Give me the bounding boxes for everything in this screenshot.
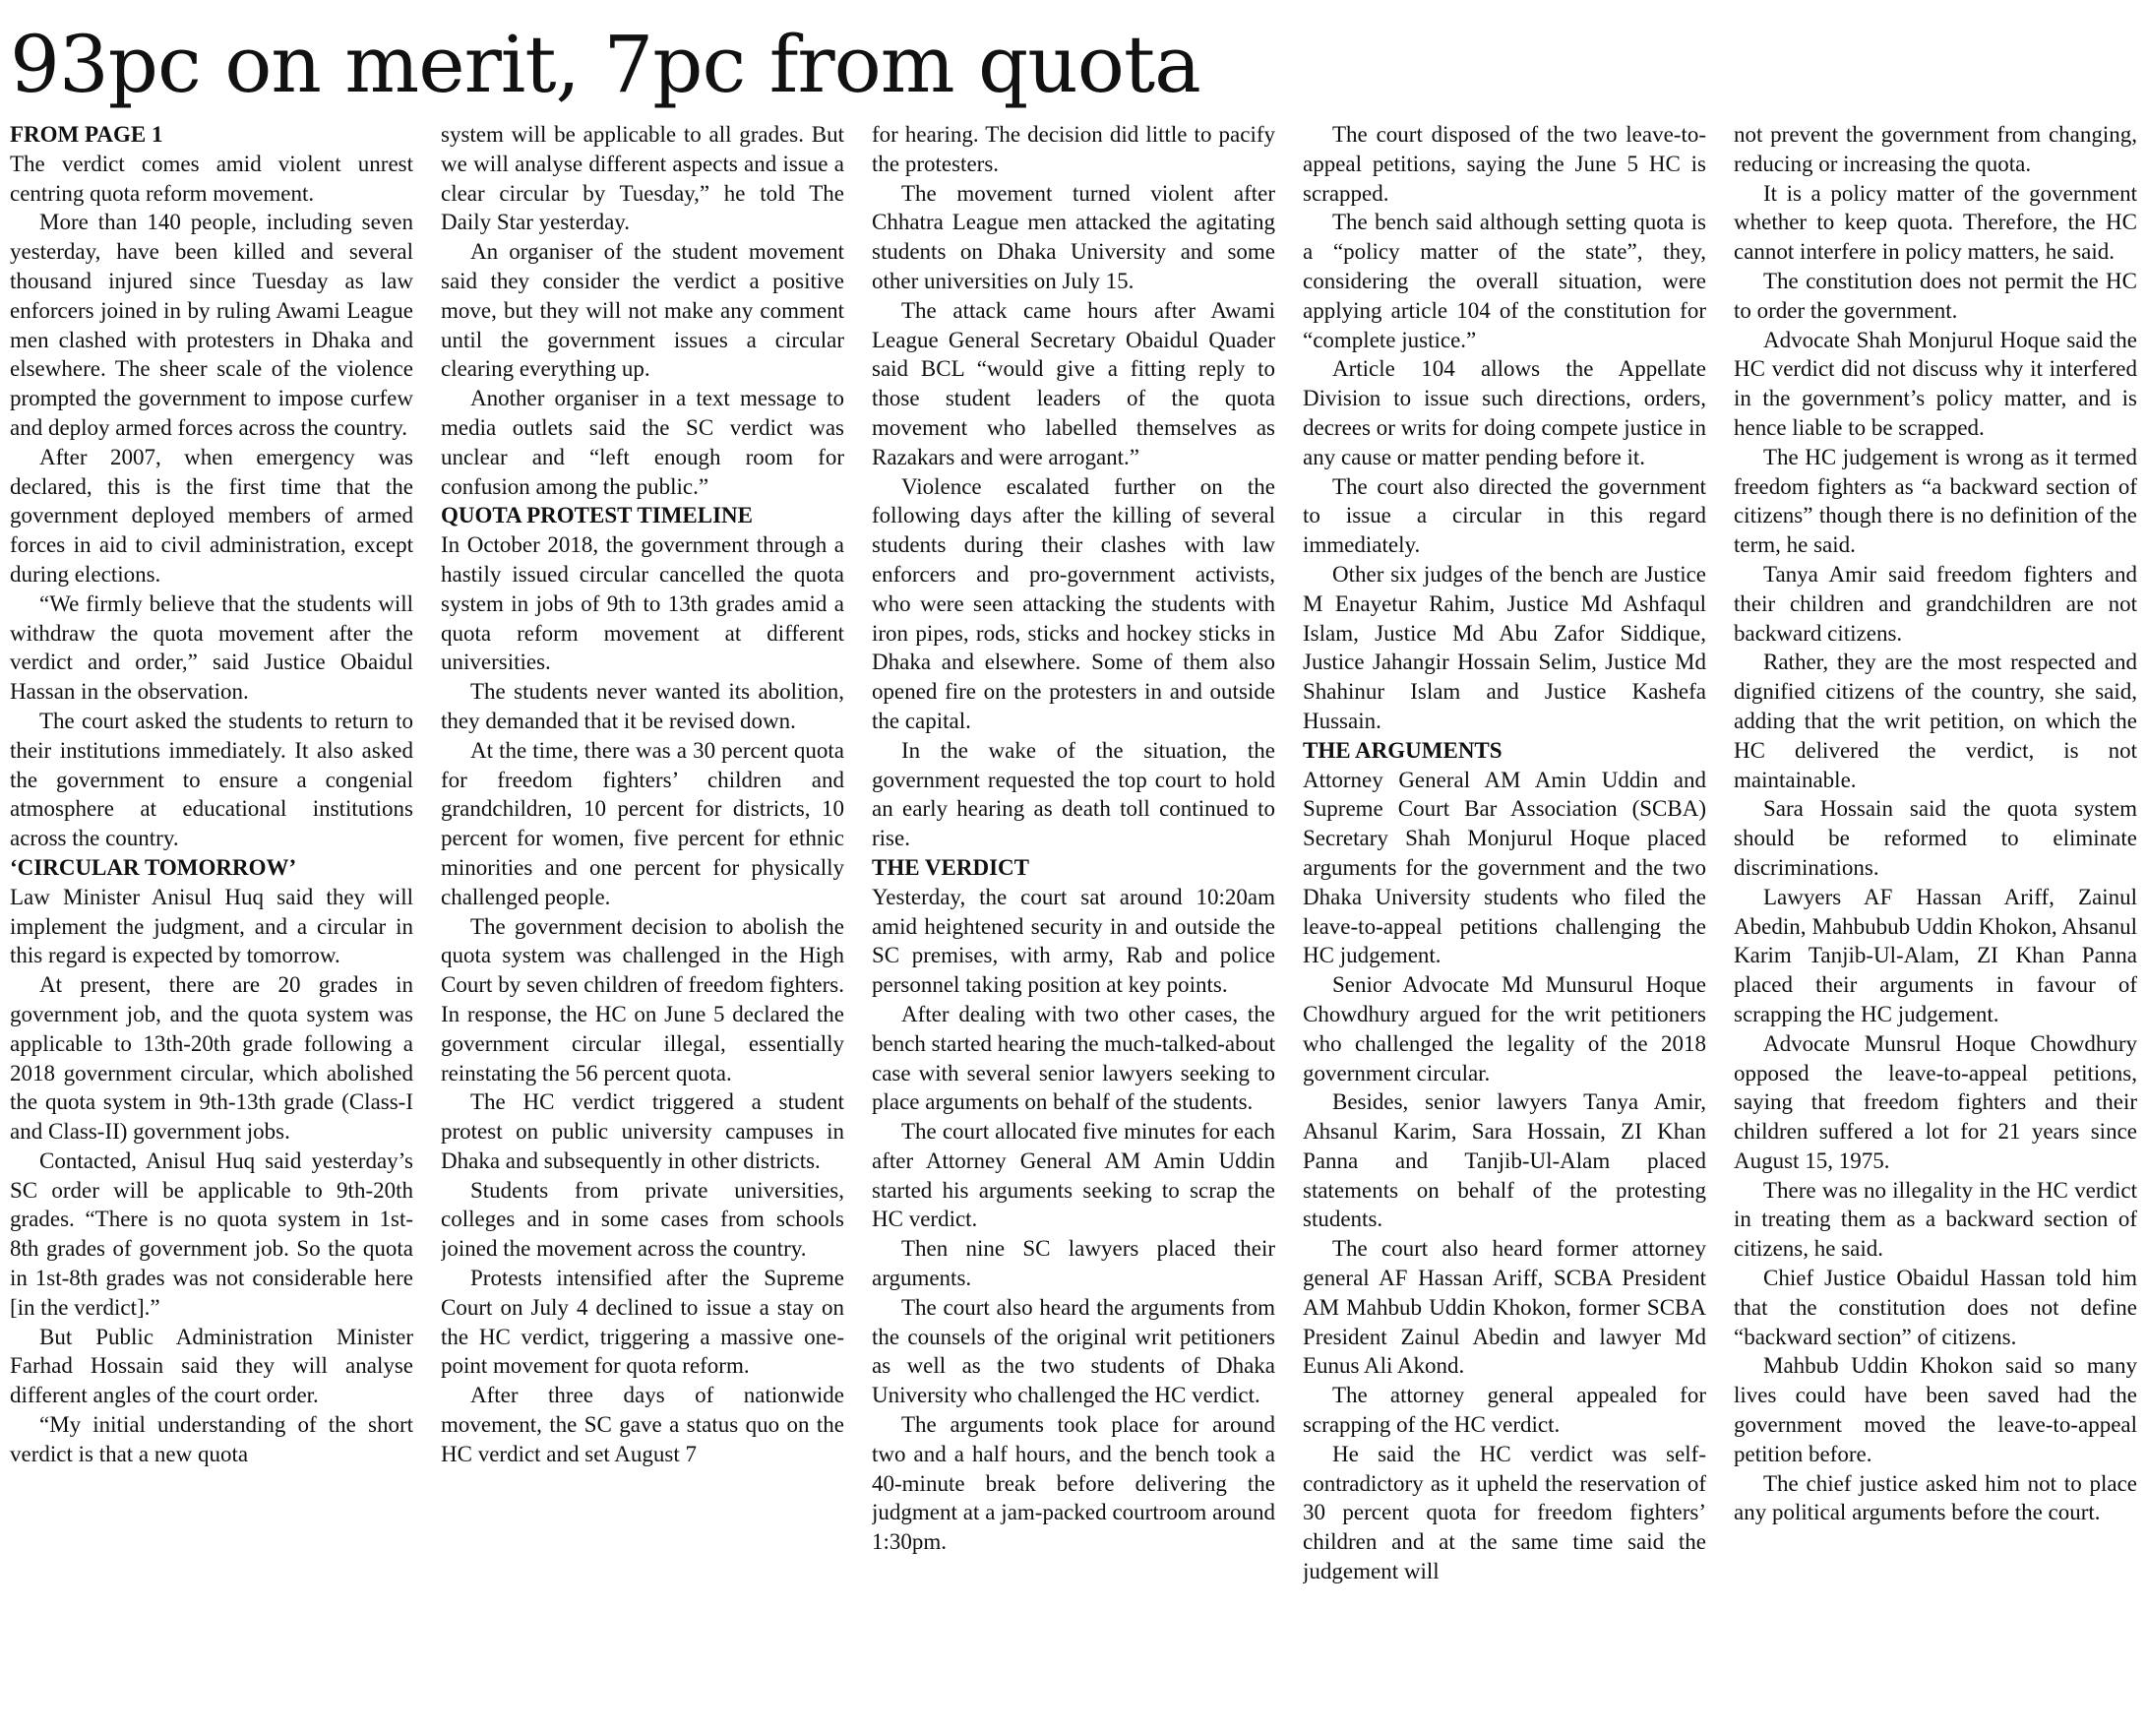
paragraph: Senior Advocate Md Munsurul Hoque Chowdhury argued for the writ petitioners who challenged the legality of the 2018 government circular. <box>1303 972 1706 1085</box>
paragraph: After three days of nationwide movement, the SC gave a status quo on the HC verdict and set August 7 <box>441 1383 844 1466</box>
paragraph: After 2007, when emergency was declared, this is the first time that the government deployed members of armed forces in aid to civil administration, except during elections. <box>10 444 413 587</box>
paragraph: The attack came hours after Awami League General Secretary Obaidul Quader said BCL “would give a fitting reply to those student leaders of the quota movement who labelled themselves as Razakars and were arrogant.” <box>872 297 1275 469</box>
paragraph: There was no illegality in the HC verdict in treating them as a backward section of citizens, he said. <box>1734 1177 2137 1262</box>
section-heading: QUOTA PROTEST TIMELINE <box>441 503 753 528</box>
paragraph: The court also directed the government to issue a circular in this regard immediately. <box>1303 473 1706 558</box>
paragraph: The movement turned violent after Chhatra League men attacked the agitating students on Dhaka University and some other universities on July 15. <box>872 180 1275 293</box>
paragraph: Chief Justice Obaidul Hassan told him that the constitution does not define “backward section” of citizens. <box>1734 1266 2137 1349</box>
paragraph: Yesterday, the court sat around 10:20am amid heightened security in and outside the SC premises, with army, Rab and police personnel taking position at key points. <box>872 884 1275 998</box>
paragraph: The court also heard former attorney general AF Hassan Ariff, SCBA President AM Mahbub Uddin Khokon, former SCBA President Zainul Abedin and lawyer Md Eunus Ali Akond. <box>1303 1236 1706 1379</box>
paragraph: The court asked the students to return to their institutions immediately. It also asked the government to ensure a congenial atmosphere at educational institutions across the country. <box>10 708 413 851</box>
paragraph: The constitution does not permit the HC to order the government. <box>1734 268 2137 323</box>
paragraph: Another organiser in a text message to media outlets said the SC verdict was unclear and “left enough room for confusion among the public.” <box>441 386 844 499</box>
article-column-1 <box>10 120 413 1729</box>
paragraph: “My initial understanding of the short verdict is that a new quota <box>10 1412 413 1466</box>
paragraph: The verdict comes amid violent unrest centring quota reform movement. <box>10 151 413 206</box>
paragraph: An organiser of the student movement said they consider the verdict a positive move, but they will not make any comment until the government issues a circular clearing everything up. <box>441 239 844 382</box>
paragraph: Students from private universities, colleges and in some cases from schools joined the movement across the country. <box>441 1177 844 1262</box>
paragraph: “We firmly believe that the students will withdraw the quota movement after the verdict and order,” said Justice Obaidul Hassan in the observation. <box>10 590 413 705</box>
paragraph: Rather, they are the most respected and dignified citizens of the country, she said, adding that the writ petition, on which the HC delivered the verdict, is not maintainable. <box>1734 650 2137 792</box>
paragraph: Other six judges of the bench are Justice M Enayetur Rahim, Justice Md Ashfaqul Islam, Justice Md Abu Zafor Siddique, Justice Jahangir Hossain Selim, Justice Md Shahinur Islam and Justice Kashefa Hussain. <box>1303 561 1706 733</box>
paragraph: At present, there are 20 grades in government job, and the quota system was applicable to 13th-20th grade following a 2018 government circular, which abolished the quota system in 9th-13th grade (Class-I and Class-II) government jobs. <box>10 972 413 1145</box>
paragraph: not prevent the government from changing, reducing or increasing the quota. <box>1734 122 2137 176</box>
paragraph: The students never wanted its abolition, they demanded that it be revised down. <box>441 679 844 733</box>
paragraph: It is a policy matter of the government whether to keep quota. Therefore, the HC cannot interfere in policy matters, he said. <box>1734 180 2137 265</box>
paragraph: Besides, senior lawyers Tanya Amir, Ahsanul Karim, Sara Hossain, ZI Khan Panna and Tanjib-Ul-Alam placed statements on behalf of the protesting students. <box>1303 1089 1706 1232</box>
section-heading: THE VERDICT <box>872 854 1029 880</box>
section-heading: FROM PAGE 1 <box>10 122 163 147</box>
paragraph: More than 140 people, including seven yesterday, have been killed and several thousand injured since Tuesday as law enforcers joined in by ruling Awami League men clashed with protesters in Dhaka and elsewhere. The sheer scale of the violence prompted the government to impose curfew and deploy armed forces across the country. <box>10 210 413 440</box>
paragraph: Advocate Munsrul Hoque Chowdhury opposed the leave-to-appeal petitions, saying that freedom fighters and their children suffered a lot for 21 years since August 15, 1975. <box>1734 1030 2137 1173</box>
article-column-3 <box>872 120 1275 1729</box>
paragraph: Protests intensified after the Supreme Court on July 4 declined to issue a stay on the HC verdict, triggering a massive one-point movement for quota reform. <box>441 1266 844 1379</box>
paragraph: The attorney general appealed for scrapping of the HC verdict. <box>1303 1383 1706 1438</box>
paragraph: Then nine SC lawyers placed their arguments. <box>872 1236 1275 1291</box>
headline: 93pc on merit, 7pc from quota <box>10 19 1200 110</box>
paragraph: Violence escalated further on the following days after the killing of several students during their clashes with law enforcers and pro-government activists, who were seen attacking the students with iron pipes, rods, sticks and hockey sticks in Dhaka and elsewhere. Some of them also opened fire on the protesters in and outside the capital. <box>872 473 1275 733</box>
article-column-2 <box>441 120 844 1729</box>
paragraph: Article 104 allows the Appellate Division to issue such directions, orders, decrees or writs for doing compete justice in any cause or matter pending before it. <box>1303 356 1706 469</box>
article-column-4 <box>1303 120 1706 1729</box>
paragraph: Lawyers AF Hassan Ariff, Zainul Abedin, Mahbubub Uddin Khokon, Ahsanul Karim Tanjib-Ul-Alam, ZI Khan Panna placed their arguments in favour of scrapping the HC judgement. <box>1734 884 2137 1026</box>
paragraph: After dealing with two other cases, the bench started hearing the much-talked-about case with several senior lawyers seeking to place arguments on behalf of the students. <box>872 1001 1275 1115</box>
paragraph: He said the HC verdict was self-contradictory as it upheld the reservation of 30 percent quota for freedom fighters’ children and at the same time said the judgement will <box>1303 1441 1706 1584</box>
paragraph: Advocate Shah Monjurul Hoque said the HC verdict did not discuss why it interfered in the government’s policy matter, and is hence liable to be scrapped. <box>1734 327 2137 440</box>
paragraph: system will be applicable to all grades. But we will analyse different aspects and issue a clear circular by Tuesday,” he told The Daily Star yesterday. <box>441 122 844 235</box>
paragraph: The chief justice asked him not to place any political arguments before the court. <box>1734 1470 2137 1525</box>
paragraph: But Public Administration Minister Farhad Hossain said they will analyse different angles of the court order. <box>10 1324 413 1408</box>
paragraph: In the wake of the situation, the government requested the top court to hold an early hearing as death toll continued to rise. <box>872 737 1275 851</box>
paragraph: The court disposed of the two leave-to-appeal petitions, saying the June 5 HC is scrapped. <box>1303 122 1706 206</box>
section-heading: THE ARGUMENTS <box>1303 737 1503 763</box>
section-heading: ‘CIRCULAR TOMORROW’ <box>10 854 297 880</box>
paragraph: The arguments took place for around two and a half hours, and the bench took a 40-minute break before delivering the judgment at a jam-packed courtroom around 1:30pm. <box>872 1412 1275 1555</box>
paragraph: The court allocated five minutes for each after Attorney General AM Amin Uddin started his arguments seeking to scrap the HC verdict. <box>872 1119 1275 1232</box>
article-column-5 <box>1734 120 2137 1729</box>
paragraph: The HC judgement is wrong as it termed freedom fighters as “a backward section of citizens” though there is no definition of the term, he said. <box>1734 444 2137 558</box>
paragraph: Attorney General AM Amin Uddin and Supreme Court Bar Association (SCBA) Secretary Shah Monjurul Hoque placed arguments for the government and the two Dhaka University students who filed the leave-to-appeal petitions challenging the HC judgement. <box>1303 767 1706 968</box>
paragraph: In October 2018, the government through a hastily issued circular cancelled the quota system in jobs of 9th to 13th grades amid a quota reform movement at different universities. <box>441 532 844 675</box>
paragraph: Mahbub Uddin Khokon said so many lives could have been saved had the government moved the leave-to-appeal petition before. <box>1734 1353 2137 1466</box>
paragraph: Law Minister Anisul Huq said they will implement the judgment, and a circular in this regard is expected by tomorrow. <box>10 884 413 968</box>
paragraph: The HC verdict triggered a student protest on public university campuses in Dhaka and subsequently in other districts. <box>441 1089 844 1173</box>
paragraph: At the time, there was a 30 percent quota for freedom fighters’ children and grandchildren, 10 percent for districts, 10 percent for women, five percent for ethnic minorities and one percent for physically challenged people. <box>441 737 844 909</box>
paragraph: Contacted, Anisul Huq said yesterday’s SC order will be applicable to 9th-20th grades. “There is no quota system in 1st- 8th grades of government job. So the quota in 1st-8th grades was not considerable here [in the verdict].” <box>10 1147 413 1320</box>
paragraph: Tanya Amir said freedom fighters and their children and grandchildren are not backward citizens. <box>1734 561 2137 646</box>
paragraph: for hearing. The decision did little to pacify the protesters. <box>872 122 1275 176</box>
paragraph: The government decision to abolish the quota system was challenged in the High Court by seven children of freedom fighters. In response, the HC on June 5 declared the government circular illegal, essentially reinstating the 56 percent quota. <box>441 913 844 1085</box>
paragraph: The court also heard the arguments from the counsels of the original writ petitioners as well as the two students of Dhaka University who challenged the HC verdict. <box>872 1294 1275 1408</box>
paragraph: The bench said although setting quota is a “policy matter of the state”, they, considering the overall situation, were applying article 104 of the constitution for “complete justice.” <box>1303 210 1706 352</box>
paragraph: Sara Hossain said the quota system should be reformed to eliminate discriminations. <box>1734 796 2137 880</box>
